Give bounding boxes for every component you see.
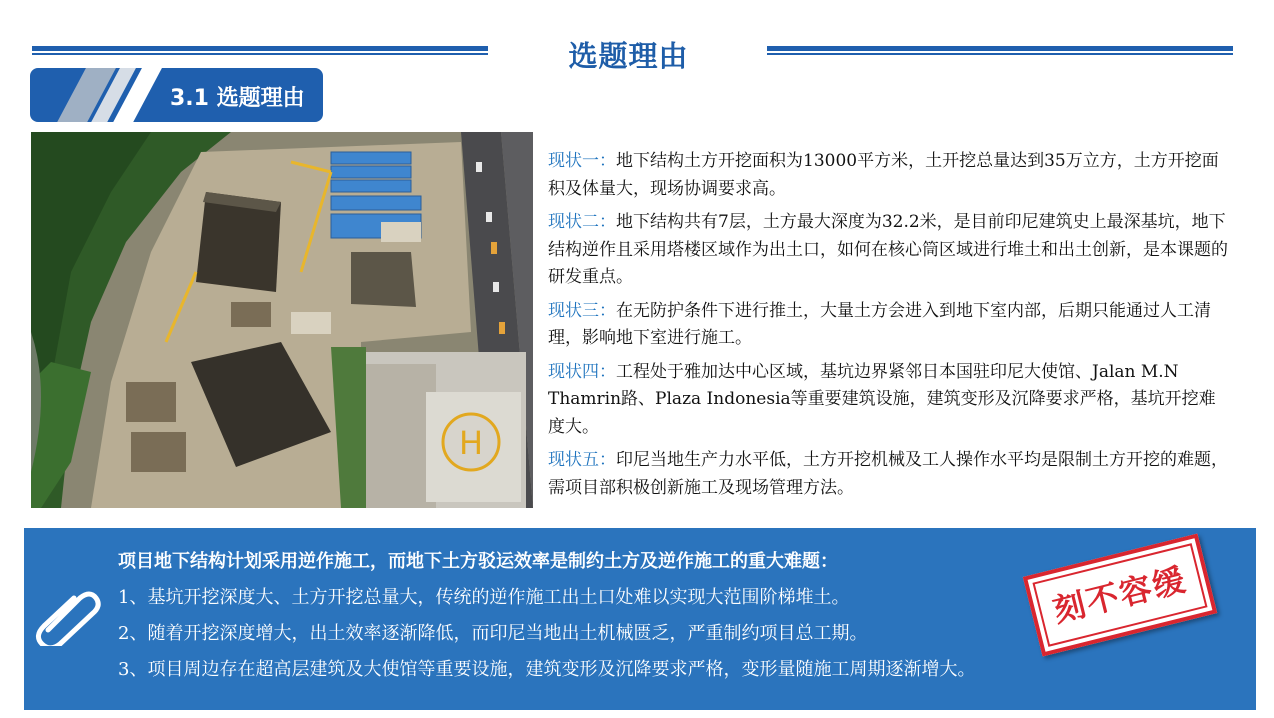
page-title: 选题理由 <box>568 39 689 73</box>
stamp-text: 刻不容缓 <box>1049 560 1191 630</box>
status-1-label: 现状一： <box>548 151 616 171</box>
status-list <box>548 148 1228 508</box>
section-tab <box>30 68 323 122</box>
status-1-text: 地下结构土方开挖面积为13000平方米，土开挖总量达到35万立方，土方开挖面积及体量大，现场协调要求高。 <box>548 151 1219 199</box>
section-label: 3.1 选题理由 <box>170 86 305 111</box>
status-3-label: 现状三： <box>548 300 616 321</box>
status-3 <box>548 298 1228 353</box>
header-rule-left <box>32 46 488 55</box>
status-4-label: 现状四： <box>548 361 616 382</box>
status-5-text: 印尼当地生产力水平低，土方开挖机械及工人操作水平均是限制土方开挖的难题，需项目部积极创新施工及现场管理方法。 <box>548 450 1228 498</box>
status-1 <box>548 148 1228 203</box>
status-4-text: 工程处于雅加达中心区域，基坑边界紧邻日本国驻印尼大使馆、Jalan M.N Thamrin路、Plaza Indonesia等重要建筑设施，建筑变形及沉降要求严格，基坑开挖难度大。 <box>548 361 1216 437</box>
summary-lead: 项目地下结构计划采用逆作施工，而地下土方驳运效率是制约土方及逆作施工的重大难题： <box>118 551 838 572</box>
summary-item-3: 3、项目周边存在超高层建筑及大使馆等重要设施，建筑变形及沉降要求严格，变形量随施工周期逐渐增大。 <box>118 659 976 680</box>
status-3-text: 在无防护条件下进行推土，大量土方会进入到地下室内部，后期只能通过人工清理，影响地下室进行施工。 <box>548 300 1211 348</box>
header-rule-right <box>767 46 1233 55</box>
construction-site-photo <box>31 132 533 508</box>
svg-text:H: H <box>458 424 484 462</box>
status-2-label: 现状二： <box>548 212 616 232</box>
status-5-label: 现状五： <box>548 450 616 470</box>
status-4 <box>548 359 1228 442</box>
summary-item-2: 2、随着开挖深度增大，出土效率逐渐降低，而印尼当地出土机械匮乏，严重制约项目总工期。 <box>118 623 868 644</box>
status-5 <box>548 447 1228 502</box>
paperclip-icon <box>34 586 106 646</box>
status-2-text: 地下结构共有7层，土方最大深度为32.2米，是目前印尼建筑史上最深基坑，地下结构逆作且采用塔楼区域作为出土口，如何在核心筒区域进行堆土和出土创新，是本课题的研发重点。 <box>548 212 1228 287</box>
status-2 <box>548 209 1228 292</box>
summary-item-1: 1、基坑开挖深度大、土方开挖总量大，传统的逆作施工出土口处难以实现大范围阶梯堆土。 <box>118 587 850 608</box>
